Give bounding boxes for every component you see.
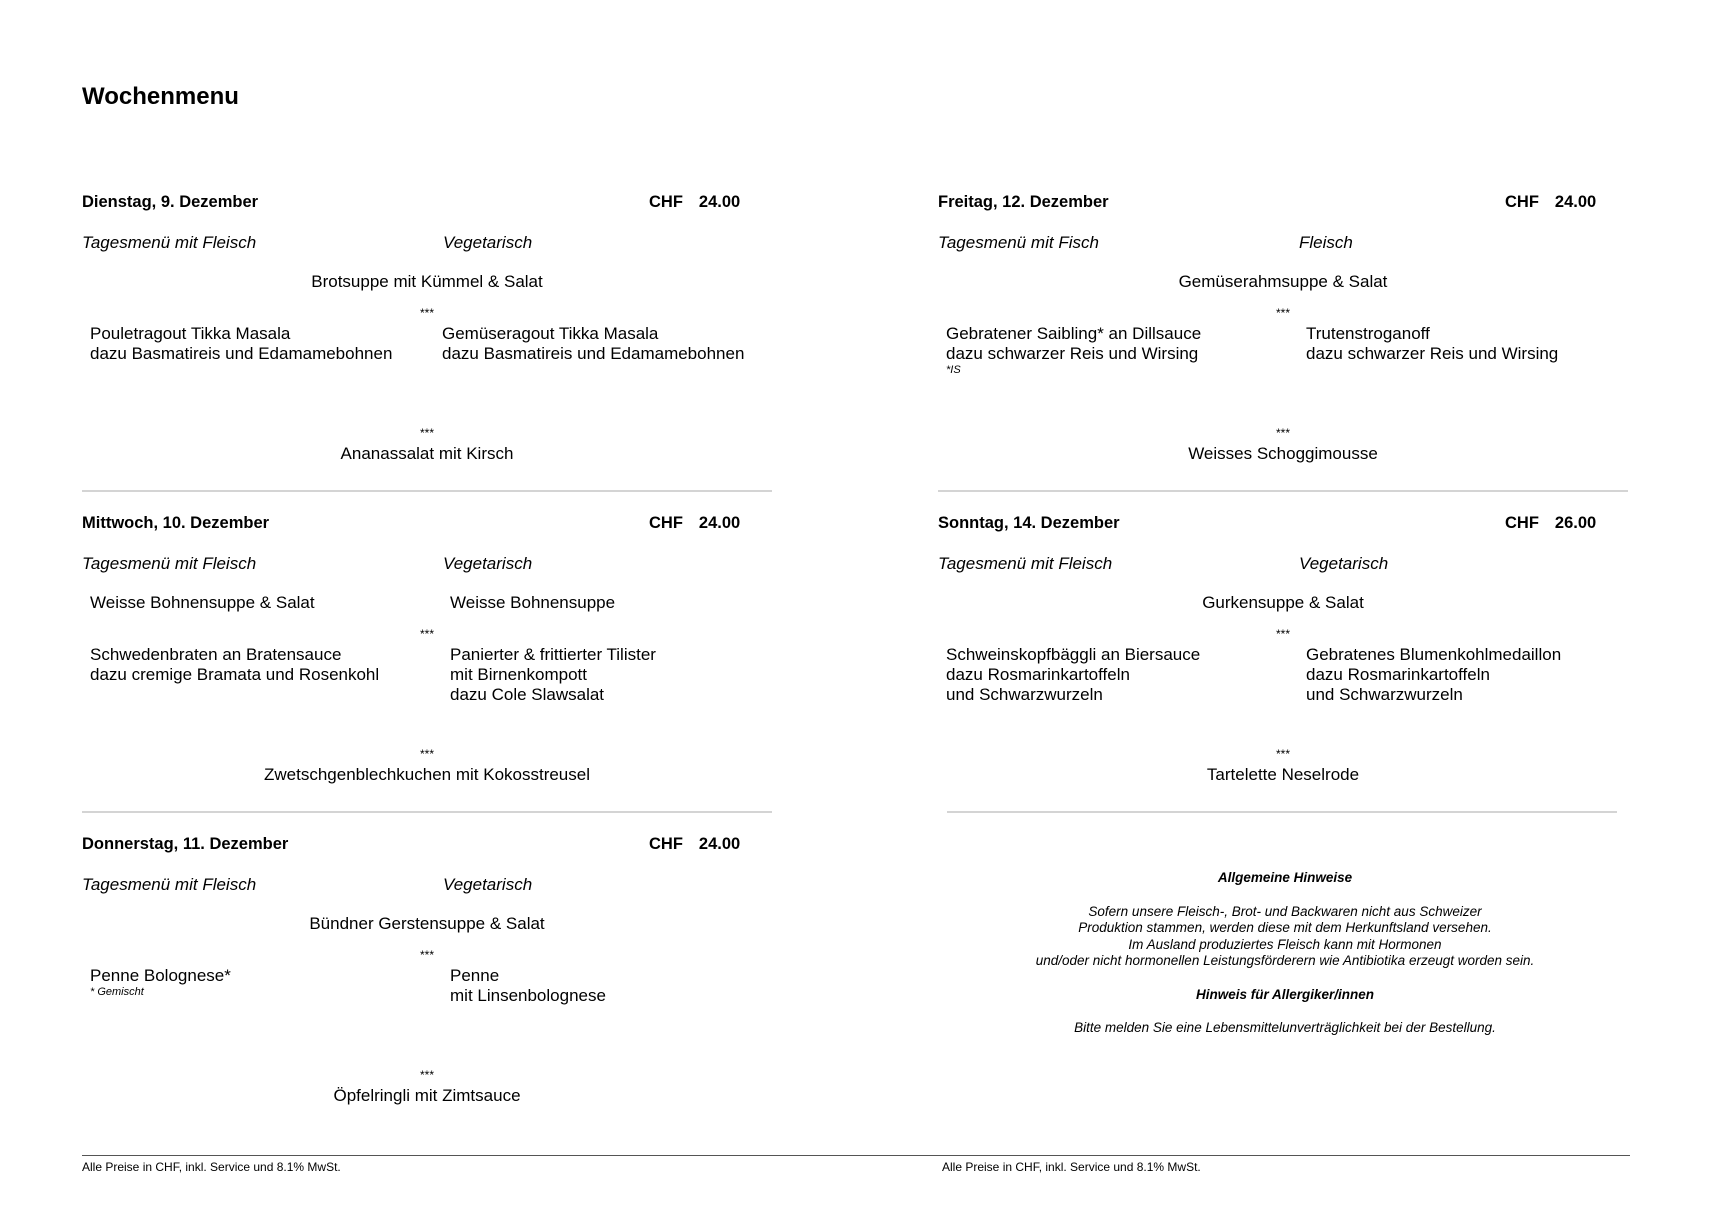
main-right-line: Gebratenes Blumenkohlmedaillon <box>1306 645 1562 664</box>
main-left-line: dazu Basmatireis und Edamamebohnen <box>90 344 393 363</box>
separator: *** <box>419 1068 434 1082</box>
soup: Gurkensuppe & Salat <box>1202 593 1364 612</box>
category-left: Tagesmenü mit Fleisch <box>938 554 1113 573</box>
separator: *** <box>419 948 434 962</box>
dessert: Weisses Schoggimousse <box>1188 444 1378 463</box>
divider <box>947 811 1617 813</box>
category-left: Tagesmenü mit Fleisch <box>82 554 257 573</box>
soup: Gemüserahmsuppe & Salat <box>1178 272 1388 291</box>
main-right-line: dazu schwarzer Reis und Wirsing <box>1306 344 1559 363</box>
general-line: Sofern unsere Fleisch-, Brot- und Backwaren nicht aus Schweizer <box>1088 903 1482 919</box>
main-right-line: dazu Cole Slawsalat <box>450 685 605 704</box>
main-right <box>1306 324 1558 364</box>
main-left-note: * Gemischt <box>90 986 144 998</box>
divider <box>938 490 1628 492</box>
main-left-line: dazu schwarzer Reis und Wirsing <box>946 344 1199 363</box>
day-price <box>1505 193 1596 212</box>
category-left: Tagesmenü mit Fisch <box>938 233 1099 252</box>
day-block-dienstag <box>82 193 772 513</box>
separator: *** <box>419 627 434 641</box>
main-left <box>946 645 1200 705</box>
price-amount: 24.00 <box>698 514 741 532</box>
price-currency: CHF <box>1505 514 1539 532</box>
price-currency: CHF <box>1505 193 1539 211</box>
soup-right: Weisse Bohnensuppe <box>450 593 616 612</box>
price-amount: 24.00 <box>1554 193 1597 211</box>
page-title: Wochenmenu <box>82 83 239 110</box>
category-right: Vegetarisch <box>1299 554 1389 573</box>
main-left <box>90 966 231 999</box>
allergy-heading: Hinweis für Allergiker/innen <box>1195 986 1375 1002</box>
main-right-line: mit Birnenkompott <box>450 665 587 684</box>
day-block-donnerstag <box>82 835 772 1155</box>
dessert: Ananassalat mit Kirsch <box>340 444 514 463</box>
separator: *** <box>419 747 434 761</box>
divider <box>82 490 772 492</box>
separator: *** <box>1275 306 1290 320</box>
day-name: Donnerstag, 11. Dezember <box>82 835 289 853</box>
day-block-mittwoch <box>82 514 772 834</box>
main-left-line: und Schwarzwurzeln <box>946 685 1103 704</box>
price-amount: 26.00 <box>1554 514 1597 532</box>
main-right <box>1306 645 1561 705</box>
main-left <box>946 324 1201 377</box>
day-name: Sonntag, 14. Dezember <box>938 514 1120 532</box>
general-line: Im Ausland produziertes Fleisch kann mit Hormonen <box>1128 936 1442 952</box>
main-right-line: mit Linsenbolognese <box>450 986 606 1005</box>
category-left: Tagesmenü mit Fleisch <box>82 875 257 894</box>
dessert: Tartelette Neselrode <box>1206 765 1360 784</box>
general-text <box>940 904 1630 970</box>
price-currency: CHF <box>649 193 683 211</box>
dessert: Öpfelringli mit Zimtsauce <box>333 1086 521 1105</box>
price-currency: CHF <box>649 514 683 532</box>
main-left <box>90 645 379 685</box>
general-line: und/oder nicht hormonellen Leistungsförderern wie Antibiotika erzeugt worden sein. <box>1035 953 1535 968</box>
main-right <box>450 966 606 1006</box>
separator: *** <box>1275 627 1290 641</box>
separator: *** <box>419 426 434 440</box>
main-left-line: Pouletragout Tikka Masala <box>90 324 291 343</box>
category-right: Fleisch <box>1299 233 1353 252</box>
category-left: Tagesmenü mit Fleisch <box>82 233 257 252</box>
main-right-line: und Schwarzwurzeln <box>1306 685 1463 704</box>
main-left-line: dazu Rosmarinkartoffeln <box>946 665 1130 684</box>
category-right: Vegetarisch <box>443 875 533 894</box>
general-line: Produktion stammen, werden diese mit dem Herkunftsland versehen. <box>1078 920 1492 935</box>
soup: Bündner Gerstensuppe & Salat <box>309 914 545 933</box>
price-currency: CHF <box>649 835 683 853</box>
general-heading: Allgemeine Hinweise <box>1217 870 1353 885</box>
price-amount: 24.00 <box>698 193 741 211</box>
allergy-text: Bitte melden Sie eine Lebensmittelunverträglichkeit bei der Bestellung. <box>1074 1020 1496 1035</box>
day-price <box>649 835 740 854</box>
info-notes <box>940 870 1630 1054</box>
day-price <box>649 514 740 533</box>
soup-left: Weisse Bohnensuppe & Salat <box>90 593 315 612</box>
separator: *** <box>1275 747 1290 761</box>
dessert: Zwetschgenblechkuchen mit Kokosstreusel <box>264 765 590 784</box>
divider <box>82 811 772 813</box>
price-amount: 24.00 <box>698 835 741 853</box>
main-left-line: dazu cremige Bramata und Rosenkohl <box>90 665 380 684</box>
day-name: Mittwoch, 10. Dezember <box>82 514 270 532</box>
main-right-line: Gemüseragout Tikka Masala <box>442 324 659 343</box>
main-right <box>442 324 744 364</box>
main-right-line: Penne <box>450 966 500 985</box>
footer-note-right: Alle Preise in CHF, inkl. Service und 8.1% MwSt. <box>942 1160 1201 1174</box>
day-block-sonntag <box>938 514 1628 834</box>
main-left-line: Penne Bolognese* <box>90 966 231 985</box>
main-left-line: Schweinskopfbäggli an Biersauce <box>946 645 1201 664</box>
separator: *** <box>419 306 434 320</box>
soup: Brotsuppe mit Kümmel & Salat <box>311 272 543 291</box>
day-price <box>649 193 740 212</box>
main-right <box>450 645 656 705</box>
main-left-note: *IS <box>946 364 961 376</box>
main-left-line: Schwedenbraten an Bratensauce <box>90 645 342 664</box>
main-left <box>90 324 392 364</box>
day-name: Dienstag, 9. Dezember <box>82 193 259 211</box>
main-right-line: dazu Basmatireis und Edamamebohnen <box>442 344 745 363</box>
category-right: Vegetarisch <box>443 233 533 252</box>
main-right-line: Panierter & frittierter Tilister <box>450 645 656 664</box>
footer-note-left: Alle Preise in CHF, inkl. Service und 8.1% MwSt. <box>82 1160 341 1174</box>
main-right-line: Trutenstroganoff <box>1306 324 1430 343</box>
footer-rule <box>82 1155 1630 1156</box>
category-right: Vegetarisch <box>443 554 533 573</box>
day-block-freitag <box>938 193 1628 513</box>
separator: *** <box>1275 426 1290 440</box>
main-left-line: Gebratener Saibling* an Dillsauce <box>946 324 1202 343</box>
main-right-line: dazu Rosmarinkartoffeln <box>1306 665 1490 684</box>
day-name: Freitag, 12. Dezember <box>938 193 1109 211</box>
day-price <box>1505 514 1596 533</box>
